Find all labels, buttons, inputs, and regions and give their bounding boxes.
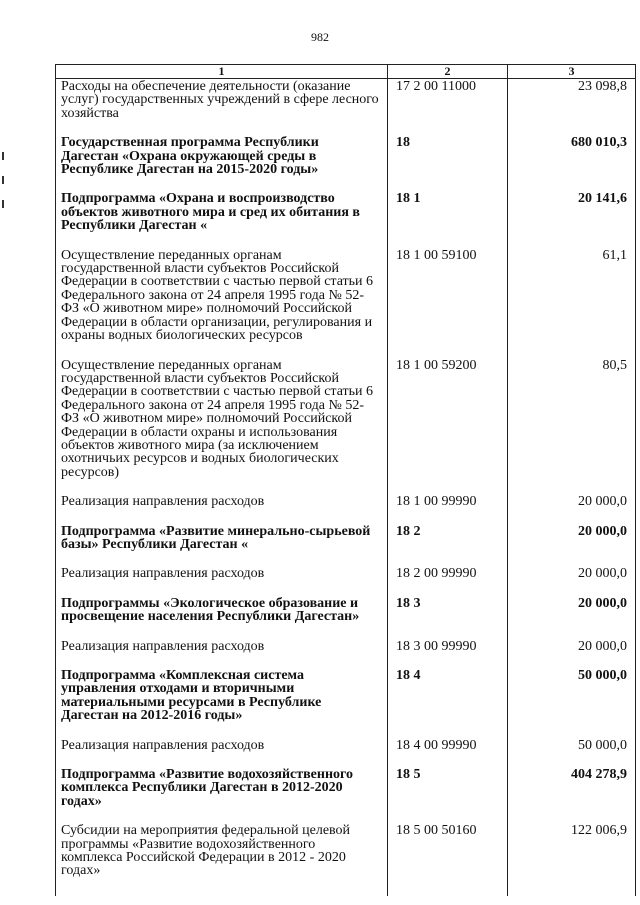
page-number: 982 [311,30,329,44]
row-amount: 50 000,0 [508,723,636,752]
row-name: Реализация направления расходов [56,723,388,752]
table-row [56,479,636,508]
row-name: Осуществление переданных органам государственной власти субъектов Российской Федерации в соответствии с частью первой статьи 6 Федерального закона от 24 апреля 1995 года № 52-ФЗ «О животном мире» полномочий Российской Федерации в области охраны и использования объектов животного мира (за исключением охотничьих ресурсов и водных биологических ресурсов) [56,343,388,480]
table-row [56,624,636,653]
margin-mark [2,200,4,208]
row-name: Подпрограммы «Экологическое образование и просвещение населения Республики Дагестан» [56,581,388,624]
row-amount: 680 010,3 [508,120,636,176]
row-code: 18 3 00 99990 [388,624,508,653]
row-name: Подпрограмма «Охрана и воспроизводство объектов животного мира и сред их обитания в Республики Дагестан « [56,176,388,232]
row-amount: 20 141,6 [508,176,636,232]
row-code: 18 4 00 99990 [388,723,508,752]
row-code: 18 1 00 59100 [388,233,508,343]
table-header-row [56,65,636,79]
table-row [56,233,636,343]
row-amount: 20 000,0 [508,551,636,580]
table-row [56,120,636,176]
row-name: Осуществление переданных органам государственной власти субъектов Российской Федерации в соответствии с частью первой статьи 6 Федерального закона от 24 апреля 1995 года № 52-ФЗ «О животном мире» полномочий Российской Федерации в области организации, регулирования и охраны водных биологических ресурсов [56,233,388,343]
row-amount: 20 000,0 [508,581,636,624]
row-code: 18 4 [388,653,508,723]
row-code: 17 2 00 11000 [388,79,508,121]
row-code: 18 1 [388,176,508,232]
row-code: 18 3 [388,581,508,624]
margin-mark [2,176,4,184]
table-row [56,752,636,808]
row-amount: 61,1 [508,233,636,343]
row-code: 18 2 00 99990 [388,551,508,580]
row-code: 18 2 [388,509,508,552]
row-amount: 80,5 [508,343,636,480]
row-name: Реализация направления расходов [56,551,388,580]
table-row [56,653,636,723]
table-row [56,343,636,480]
row-code: 18 5 [388,752,508,808]
row-amount: 20 000,0 [508,624,636,653]
row-name: Подпрограмма «Развитие водохозяйственного комплекса Республики Дагестан в 2012-2020 годах» [56,752,388,808]
row-code: 18 5 00 50160 [388,808,508,896]
column-header: 1 [56,65,388,79]
table-row [56,176,636,232]
row-name: Подпрограмма «Развитие минерально-сырьевой базы» Республики Дагестан « [56,509,388,552]
budget-table [55,64,636,896]
row-amount: 50 000,0 [508,653,636,723]
table-row [56,808,636,896]
row-amount: 404 278,9 [508,752,636,808]
row-code: 18 1 00 99990 [388,479,508,508]
row-amount: 20 000,0 [508,479,636,508]
table-row [56,509,636,552]
row-amount: 23 098,8 [508,79,636,121]
row-amount: 20 000,0 [508,509,636,552]
column-header: 3 [508,65,636,79]
row-name: Субсидии на мероприятия федеральной целевой программы «Развитие водохозяйственного комплекса Российской Федерации в 2012 - 2020 годах» [56,808,388,896]
row-name: Реализация направления расходов [56,479,388,508]
row-name: Государственная программа Республики Дагестан «Охрана окружающей среды в Республике Дагестан на 2015-2020 годы» [56,120,388,176]
row-name: Расходы на обеспечение деятельности (оказание услуг) государственных учреждений в сфере лесного хозяйства [56,79,388,121]
margin-mark [2,152,4,160]
row-name: Подпрограмма «Комплексная система управления отходами и вторичными материальными ресурсами в Республике Дагестан на 2012-2016 годы» [56,653,388,723]
row-code: 18 [388,120,508,176]
row-amount: 122 006,9 [508,808,636,896]
table-row [56,723,636,752]
table-row [56,79,636,121]
column-header: 2 [388,65,508,79]
table-row [56,581,636,624]
table-row [56,551,636,580]
row-name: Реализация направления расходов [56,624,388,653]
row-code: 18 1 00 59200 [388,343,508,480]
